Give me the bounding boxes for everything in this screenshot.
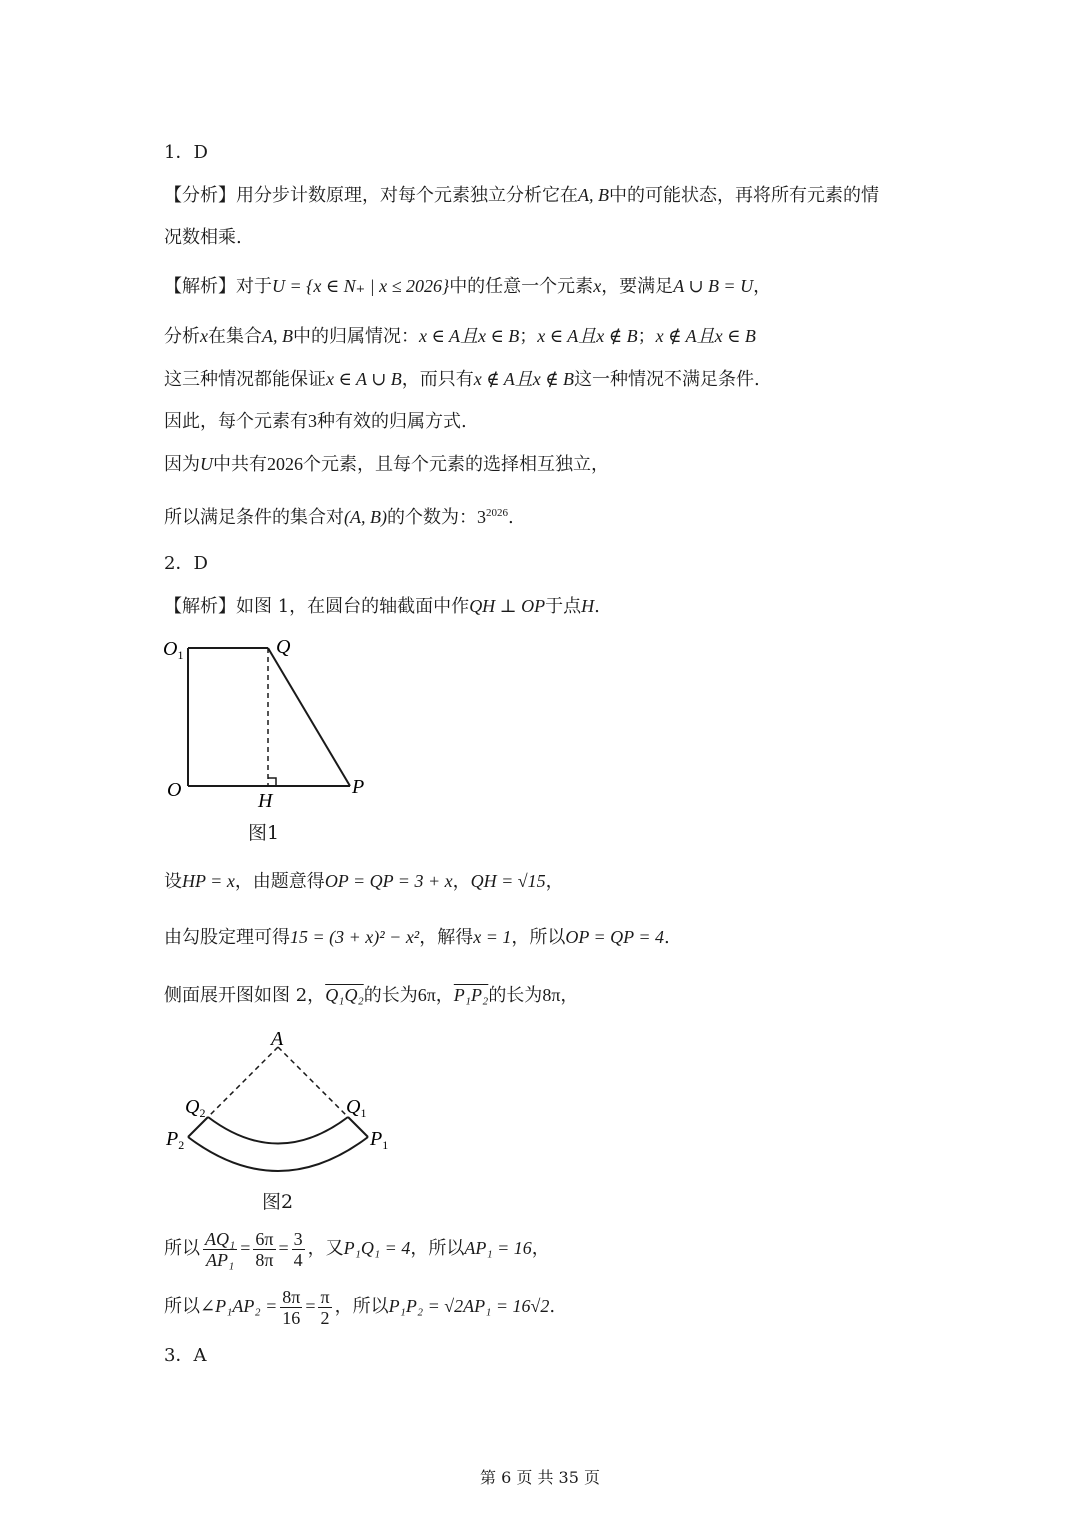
q2-line-3: 由勾股定理可得15 = (3 + x)² − x²，解得x = 1，所以OP = QP = 4. (164, 927, 670, 948)
fig2-arc-p1p2 (188, 1137, 368, 1171)
fraction-aq1-ap1: $\frac{\text{AQ₁}}{\text{AP₁}}$ (205, 1228, 236, 1270)
fig2-label-q2: $Q_2$ (185, 1096, 206, 1120)
q1-solution-line-6: 所以满足条件的集合对(A, B)的个数为：$3^{2026}$. (164, 507, 514, 528)
q1-solution-line-5: 因为U中共有2026个元素，且每个元素的选择相互独立， (164, 454, 609, 475)
q1-solution-line-1: 【解析】对于U = {x ∈ N₊ | x ≤ 2026}中的任意一个元素x，要满足A ∪ B = U， (164, 276, 772, 297)
fig1-label-q: Q (276, 636, 291, 658)
fig1-right-angle-mark (268, 778, 276, 786)
fig1-edge-q-p (268, 648, 350, 786)
fig1-label-o1: $O_1$ (163, 638, 184, 662)
q2-line-5: 所以 $\frac{\text{AQ₁}}{\text{AP₁}}$ = $\frac{6\pi}{8\pi}$ = $\frac{3}{4}$ ，又P₁Q₁ = 4，所以AP₁ = 16， (164, 1228, 550, 1270)
fig1-label-p: P (352, 776, 365, 798)
fig2-radius-a-q1 (278, 1047, 348, 1117)
q1-solution-line-3: 这三种情况都能保证x ∈ A ∪ B，而只有x ∉ A且x ∉ B这一种情况不满足条件. (164, 369, 760, 390)
figure-2-lateral-development (160, 1025, 410, 1185)
fig2-radius-a-q2 (208, 1047, 278, 1117)
q2-line-4: 侧面展开图如图 2，Q₁Q₂的长为6π，P₁P₂的长为8π， (164, 985, 579, 1006)
fig2-arc-q1q2 (208, 1117, 348, 1144)
figure-1-caption: 图1 (248, 822, 280, 844)
fig1-label-o: O (167, 779, 182, 801)
fig2-label-a: A (271, 1028, 284, 1050)
q2-line-6: 所以∠P₁AP₂ = $\frac{8\pi}{16}$ = $\frac{\pi}{2}$ ，所以P₁P₂ = √2AP₁ = 16√2. (164, 1286, 556, 1328)
solution-tag: 【解析】 (164, 596, 236, 617)
q1-solution-line-4: 因此，每个元素有3种有效的归属方式. (164, 411, 467, 432)
fig2-label-p2: $P_2$ (166, 1128, 185, 1152)
analysis-tag: 【分析】 (164, 185, 236, 206)
figure-1-axial-section (155, 630, 385, 815)
q1-analysis-line-1: 【分析】用分步计数原理，对每个元素独立分析它在A, B中的可能状态，再将所有元素的情 (164, 185, 879, 206)
fig2-label-p1: $P_1$ (370, 1128, 389, 1152)
fig1-label-h: H (258, 790, 273, 812)
page-footer: 第 6 页 共 35 页 (480, 1468, 600, 1487)
q2-solution-line-1: 【解析】如图 1，在圆台的轴截面中作QH ⊥ OP于点H. (164, 596, 600, 617)
q1-analysis-line-2: 况数相乘. (164, 227, 242, 248)
fig2-edge-q2-p2 (188, 1117, 208, 1137)
fraction-pi-2: $\frac{\pi}{2}$ (320, 1286, 330, 1328)
q1-solution-line-2: 分析x在集合A, B中的归属情况：x ∈ A且x ∈ B；x ∈ A且x ∉ B；x ∉ A且x ∈ B (164, 326, 756, 347)
fraction-3-4: $\frac{3}{4}$ (293, 1228, 303, 1270)
solution-tag: 【解析】 (164, 276, 236, 297)
figure-2-caption: 图2 (262, 1191, 294, 1213)
q2-heading: 2．D (164, 553, 208, 574)
fig2-edge-q1-p1 (348, 1117, 368, 1137)
q3-heading: 3．A (164, 1345, 207, 1366)
q1-heading: 1．D (164, 142, 208, 163)
fraction-6pi-8pi: $\frac{6\pi}{8\pi}$ (255, 1228, 274, 1270)
q2-line-2: 设HP = x，由题意得OP = QP = 3 + x，QH = √15， (164, 871, 564, 892)
fraction-8pi-16: $\frac{8\pi}{16}$ (282, 1286, 301, 1328)
fig2-label-q1: $Q_1$ (346, 1096, 367, 1120)
